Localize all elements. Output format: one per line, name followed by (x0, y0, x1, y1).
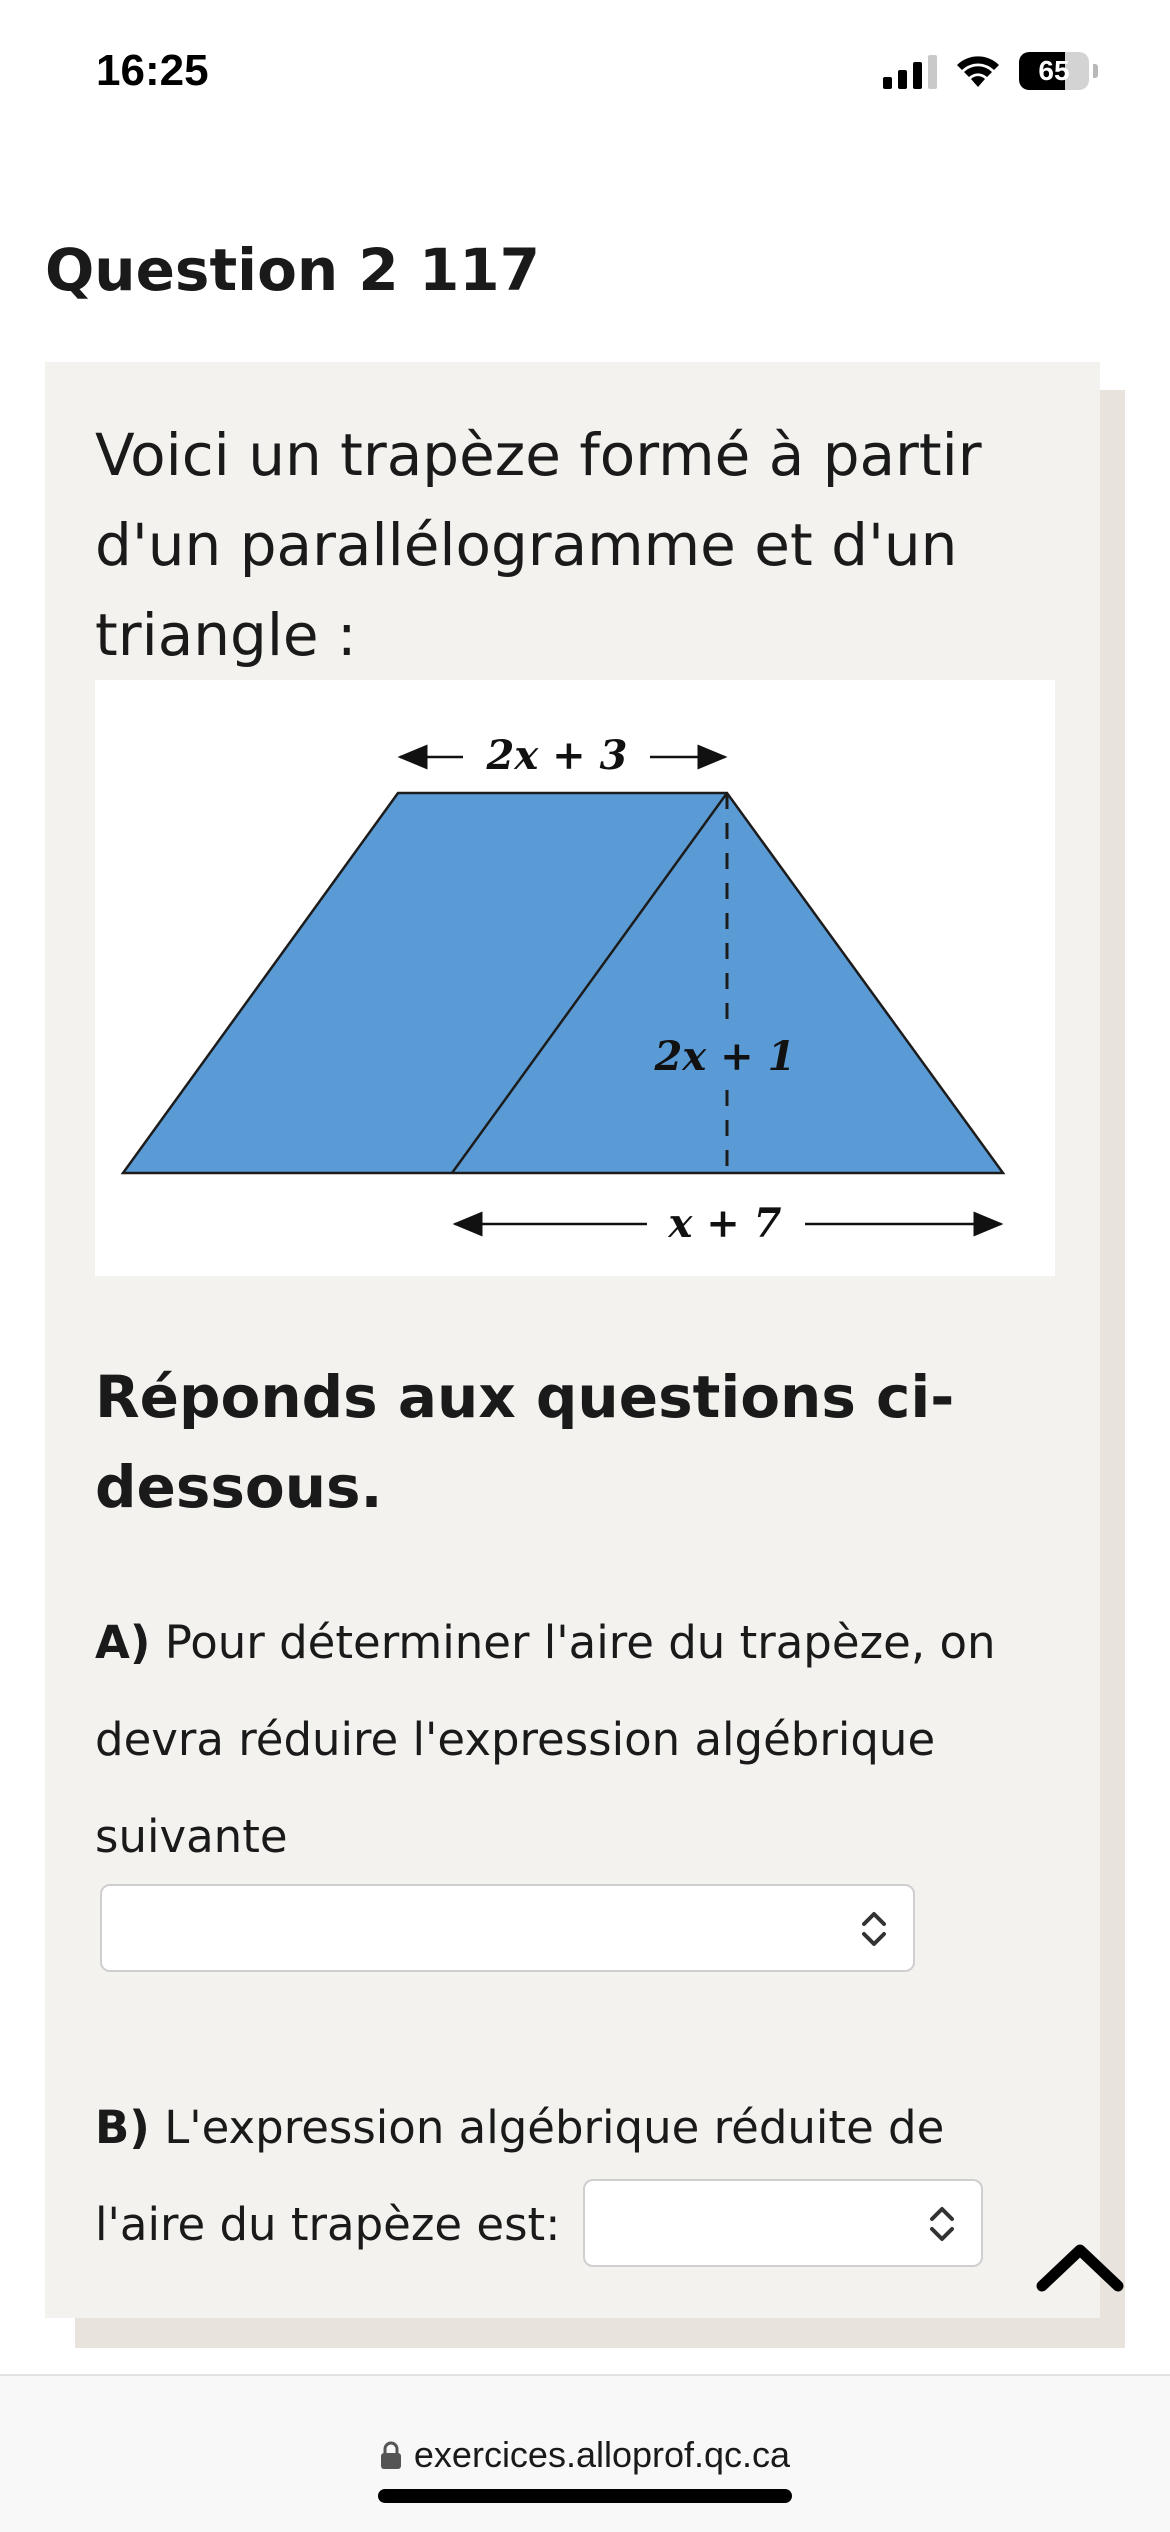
battery-level: 65 (1038, 55, 1070, 86)
battery-tip (1093, 64, 1098, 78)
status-icons (883, 52, 1098, 90)
question-a-label: A) (95, 1616, 151, 1669)
question-card (45, 362, 1100, 2318)
select-chevron-icon (857, 1906, 891, 1952)
trapezoid-diagram (95, 680, 1055, 1276)
answer-a-select[interactable] (100, 1884, 915, 1972)
lock-icon (380, 2440, 402, 2470)
bottom-base-label: x + 7 (668, 1200, 782, 1247)
url-display[interactable] (0, 2434, 1170, 2476)
status-bar (0, 0, 1170, 150)
trapezoid-shape (123, 793, 1003, 1173)
trapezoid-figure (95, 680, 1055, 1276)
question-a (95, 1594, 1055, 1885)
question-b-label: B) (95, 2101, 150, 2154)
question-a-text: Pour déterminer l'aire du trapèze, on devra réduire l'expression algébrique suivante (95, 1616, 996, 1863)
signal-icon (883, 53, 937, 89)
answer-b-select[interactable] (583, 2179, 983, 2267)
battery-icon (1019, 52, 1089, 90)
wifi-icon (955, 53, 1001, 89)
status-time: 16:25 (96, 46, 209, 95)
select-chevron-icon (925, 2201, 959, 2247)
question-b-text: L'expression algébrique réduite de l'aire du trapèze est: (95, 2101, 945, 2251)
height-label: 2x + 1 (654, 1033, 796, 1080)
browser-address-bar[interactable] (0, 2376, 1170, 2532)
url-text: exercices.alloprof.qc.ca (413, 2434, 791, 2475)
home-indicator[interactable] (378, 2489, 792, 2503)
scroll-to-top-chevron-icon[interactable] (1032, 2236, 1128, 2296)
page-title: Question 2 117 (45, 236, 541, 304)
instructions-heading: Réponds aux questions ci-dessous. (95, 1363, 955, 1521)
top-base-label: 2x + 3 (486, 732, 628, 779)
question-intro: Voici un trapèze formé à partir d'un parallélogramme et d'un triangle : (95, 421, 982, 669)
